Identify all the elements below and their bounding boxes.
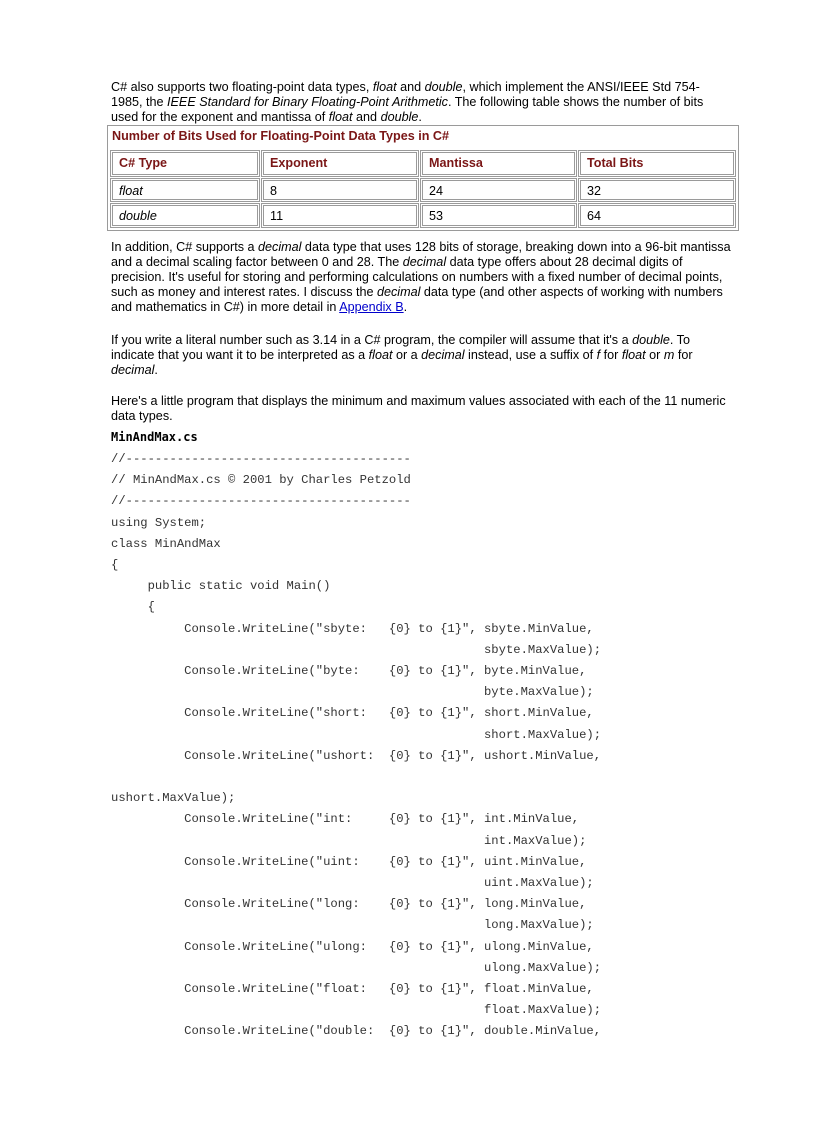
table-header-cell: Mantissa [420,150,577,177]
table-cell: 53 [420,203,577,228]
intro-float-term-2: float [328,110,353,124]
intro-text-2: and [396,80,425,94]
literal-double-term: double [632,333,670,347]
intro-paragraph [111,80,731,125]
decimal-paragraph [111,240,731,315]
literal-paragraph [111,333,731,378]
literal-text-2: . To indicate that you want it to be interpreted as a [111,333,690,362]
intro-double-term: double [424,80,463,94]
decimal-text-4: data type (and other aspects of working with numbers and mathematics in C#) in more detail in [111,285,723,314]
decimal-term-3: decimal [377,285,421,299]
literal-decimal-term: decimal [421,348,465,362]
literal-text-1: If you write a literal number such as 3.14 in a C# program, the compiler will assume that it's a [111,333,633,347]
literal-text-3: or a [392,348,422,362]
program-paragraph: Here's a little program that displays the minimum and maximum values associated with each of the 11 numeric data types. [111,394,726,423]
table-caption: Number of Bits Used for Floating-Point Data Types in C# [112,129,450,143]
ieee-standard-title: IEEE Standard for Binary Floating-Point Arithmetic [167,95,448,109]
literal-float-term-2: float [621,348,646,362]
table-cell: 32 [578,178,736,202]
intro-text-5: and [352,110,381,124]
code-filename: MinAndMax.cs [111,430,198,444]
decimal-text-2: data type that uses 128 bits of storage, breaking down into a 96-bit mantissa and a decimal scaling factor between 0 and 28. The [111,240,731,269]
intro-float-term: float [372,80,397,94]
decimal-text-5: . [403,300,408,314]
intro-text-3: , which implement the ANSI/IEEE Std 754-1985, the [111,80,700,109]
decimal-text-1: In addition, C# supports a [111,240,259,254]
literal-float-term: float [368,348,393,362]
table-header-cell: Total Bits [578,150,736,177]
literal-text-5: for [600,348,622,362]
table-cell: float [110,178,260,202]
floating-point-bits-table [107,125,739,231]
literal-text-7: for [674,348,693,362]
decimal-text-3: data type offers about 28 decimal digits of precision. It's useful for storing and performing calculations on numbers with a fixed number of decimal points, such as money and interest rates. I discuss the [111,255,723,299]
table-header-cell: Exponent [261,150,419,177]
literal-text-8: . [154,363,158,377]
literal-text-4: instead, use a suffix of [464,348,597,362]
appendix-b-link[interactable]: Appendix B [339,300,404,314]
table-cell: double [110,203,260,228]
table-cell: 11 [261,203,419,228]
intro-text-4: . The following table shows the number of bits used for the exponent and mantissa of [111,95,704,124]
decimal-term-2: decimal [402,255,447,269]
table-header-cell: C# Type [110,150,260,177]
decimal-term: decimal [258,240,302,254]
intro-text-1: C# also supports two floating-point data types, [111,80,373,94]
intro-double-term-2: double [380,110,419,124]
suffix-m: m [663,348,675,362]
table-cell: 64 [578,203,736,228]
table-cell: 24 [420,178,577,202]
literal-decimal-term-2: decimal [111,363,155,377]
code-listing: //--------------------------------------- // MinAndMax.cs © 2001 by Charles Petzold //--------------------------------------- using System; class MinAndMax { public static void Main() { Console.WriteLine("sbyte: {0} to {1}", sbyte.MinValue, sbyte.MaxValue); Console.WriteLine("byte: {0} to {1}", byte.MinValue, byte.MaxValue); Console.WriteLine("short: {0} to {1}", short.MinValue, short.MaxValue); Console.WriteLine("ushort: {0} to {1}", ushort.MinValue, ushort.MaxValue); Console.WriteLine("int: {0} to {1}", int.MinValue, int.MaxValue); Console.WriteLine("uint: {0} to {1}", uint.MinValue, uint.MaxValue); Console.WriteLine("long: {0} to {1}", long.MinValue, long.MaxValue); Console.WriteLine("ulong: {0} to {1}", ulong.MinValue, ulong.MaxValue); Console.WriteLine("float: {0} to {1}", float.MinValue, float.MaxValue); Console.WriteLine("double: {0} to {1}", double.MinValue, [111,452,602,1039]
intro-text-6: . [418,110,422,124]
table-cell: 8 [261,178,419,202]
literal-text-6: or [645,348,664,362]
suffix-f: f [596,348,601,362]
